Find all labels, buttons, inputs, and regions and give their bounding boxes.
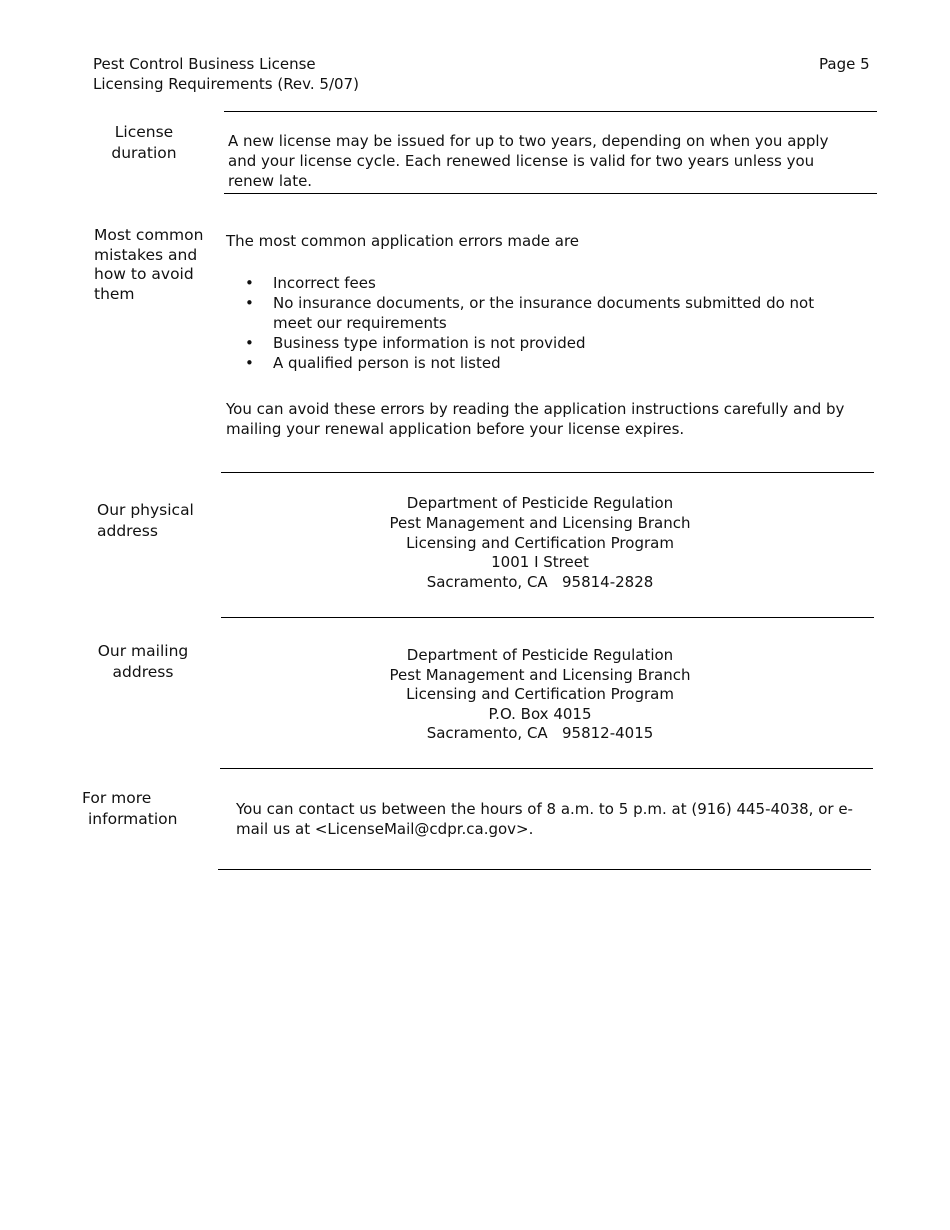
section-divider (220, 768, 873, 769)
section-divider (218, 869, 871, 870)
list-item: • No insurance documents, or the insurance documents submitted do not meet our requirements (226, 293, 856, 333)
list-item: • A qualified person is not listed (226, 353, 856, 373)
common-mistakes-outro: You can avoid these errors by reading the application instructions carefully and by mailing your renewal application before your license expires. (226, 400, 845, 438)
license-duration-text: A new license may be issued for up to two years, depending on when you apply and your license cycle. Each renewed license is valid for two years unless you renew late. (228, 132, 829, 190)
mailing-address-block: Department of Pesticide Regulation Pest Management and Licensing Branch Licensing and Certification Program P.O. Box 4015 Sacramento, CA 95812-4015 (389, 646, 691, 743)
license-duration-label: License duration (111, 123, 177, 162)
mailing-address-label: Our mailing address (97, 642, 189, 681)
page-number: Page 5 (819, 55, 870, 73)
common-mistakes-intro: The most common application errors made are (226, 232, 580, 250)
section-divider (221, 472, 874, 473)
common-mistakes-content (226, 231, 856, 439)
section-divider (224, 193, 877, 194)
section-divider (224, 111, 877, 112)
document-title: Pest Control Business License (93, 55, 316, 73)
section-divider (221, 617, 874, 618)
mistakes-list (226, 273, 856, 373)
more-info-text: You can contact us between the hours of 8 a.m. to 5 p.m. at (916) 445-4038, or e-mail us at <LicenseMail@cdpr.ca.gov>. (236, 800, 853, 838)
more-info-label: For more information (82, 789, 178, 828)
physical-address-block: Department of Pesticide Regulation Pest Management and Licensing Branch Licensing and Certification Program 1001 I Street Sacramento, CA 95814-2828 (389, 494, 691, 592)
page-header (93, 54, 359, 94)
document-subtitle: Licensing Requirements (Rev. 5/07) (93, 75, 359, 93)
physical-address-label: Our physical address (97, 501, 194, 540)
common-mistakes-label: Most common mistakes and how to avoid them (94, 226, 204, 303)
list-item: • Business type information is not provided (226, 333, 856, 353)
list-item: • Incorrect fees (226, 273, 856, 293)
